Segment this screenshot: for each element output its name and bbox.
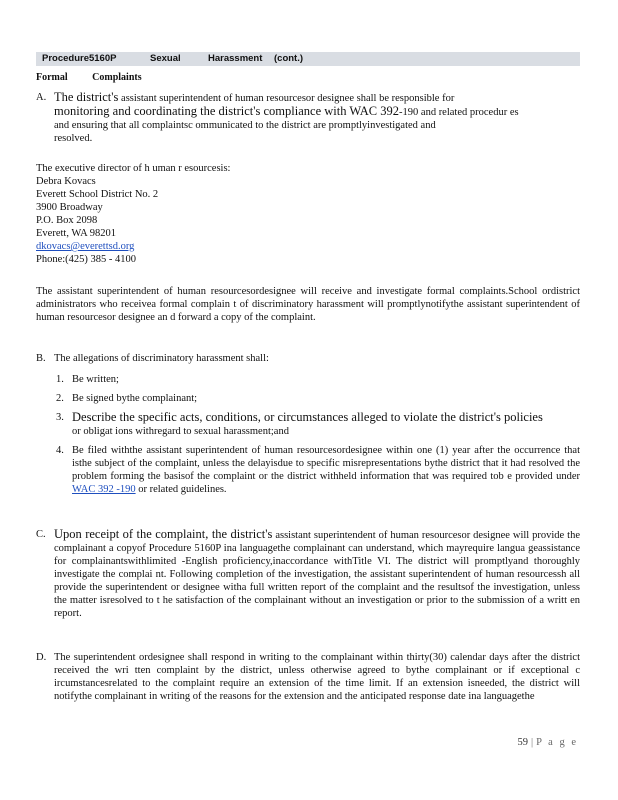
- contact-phone: Phone:(425) 385 - 4100: [36, 254, 137, 265]
- section-c: [36, 528, 580, 620]
- list-number: 2.: [56, 393, 64, 404]
- section-d-label: D.: [36, 652, 47, 663]
- section-c-text: assistant superintendent of human resourcesor designee will provide the complainant a copyof Procedure 5160P ina languagethe complainant can understand, which mayrequire langua geassistance for complainantswithlimited -English proficiency,inaccordance withTitle VI. The district will promptlyand thoroughly investigate the complai nt. Following completion of the investigation, the assistant superintendent of human resourcessh all provide the superintendent or designee witha full written report of the complaint and the resultsof the investigation, unless the matter isresolved to t he satisfaction of the complainant without an investigation or prior to the submission of a writt en report.: [54, 530, 580, 619]
- section-a-line2: monitoring and coordinating the district's compliance with WAC 392: [54, 105, 400, 118]
- list-text: Be filed withthe assistant superintendent of human resourcesordesignee within one (1) year after the occurrence that isthe subject of the complaint, unless the delayisdue to specific misrepresentations bythe district that it had resolved the problem forming the basisof the complaint or the district withheld information that was required tob e provided under: [72, 445, 580, 482]
- page-footer: [517, 737, 578, 748]
- list-lead-text: Describe the specific acts, conditions, or circumstances alleged to violate the district's policies: [72, 411, 543, 424]
- contact-block: [36, 162, 230, 266]
- section-a-lead: The district's: [54, 91, 119, 104]
- section-heading: [36, 72, 164, 83]
- contact-city: Everett, WA 98201: [36, 228, 117, 239]
- list-item: [56, 373, 580, 386]
- list-number: 4.: [56, 445, 64, 456]
- section-a-line2b: -190 and related procedur es: [399, 107, 519, 118]
- list-number: 1.: [56, 374, 64, 385]
- section-d: [36, 651, 580, 703]
- heading-word-2: Complaints: [92, 72, 142, 83]
- header-topic-1: Sexual: [150, 53, 181, 64]
- section-c-lead: Upon receipt of the complaint, the district's: [54, 527, 273, 541]
- list-item: [56, 392, 580, 405]
- section-b: [36, 352, 580, 365]
- contact-org: Everett School District No. 2: [36, 189, 159, 200]
- section-a-line3: and ensuring that all complaintsc ommunicated to the district are promptlyinvestigated and: [54, 120, 436, 131]
- section-a-line1: assistant superintendent of human resourcesor designee shall be responsible for: [121, 93, 455, 104]
- section-c-label: C.: [36, 529, 46, 540]
- list-text: Be signed bythe complainant;: [72, 393, 198, 404]
- list-item: [56, 444, 580, 496]
- allegations-list: [56, 373, 580, 502]
- contact-po-box: P.O. Box 2098: [36, 215, 98, 226]
- list-tail-text: or related guidelines.: [138, 484, 227, 495]
- contact-street: 3900 Broadway: [36, 202, 103, 213]
- section-b-label: B.: [36, 353, 46, 364]
- procedure-number: Procedure5160P: [42, 53, 117, 64]
- contact-email-link[interactable]: dkovacs@everettsd.org: [36, 241, 135, 252]
- section-a-label: A.: [36, 92, 47, 103]
- procedure-header-bar: [36, 52, 580, 66]
- heading-word-1: Formal: [36, 72, 68, 83]
- section-d-text: The superintendent ordesignee shall respond in writing to the complainant within thirty(30) calendar days after the district received the wri tten complaint by the district, unless otherwise agreed to bythe complainant or if exceptional c ircumstancesrelated to the complaint require an extension of the time limit. If an extension isneeded, the district will notifythe complainant in writing of the reasons for the extension and the anticipated response date ina languagethe: [54, 652, 580, 702]
- header-topic-2: Harassment: [208, 53, 263, 64]
- footer-separator: |: [530, 737, 534, 748]
- list-item: [56, 411, 580, 438]
- section-b-intro: The allegations of discriminatory harassment shall:: [54, 353, 269, 364]
- page-number: 59: [517, 737, 528, 748]
- header-cont: (cont.): [274, 53, 304, 64]
- list-number: 3.: [56, 412, 64, 423]
- list-text: or obligat ions withregard to sexual harassment;and: [72, 426, 289, 437]
- paragraph-intake: The assistant superintendent of human resourcesordesignee will receive and investigate formal complaints.School ordistrict administrators who receivea formal complain t of discriminatory harassment will promptlynotifythe assistant superintendent of human resourcesor designee an d forward a copy of the complaint.: [36, 286, 580, 323]
- contact-intro: The executive director of h uman r esourcesis:: [36, 163, 231, 174]
- section-a-line4: resolved.: [54, 133, 93, 144]
- wac-link[interactable]: WAC 392 -190: [72, 484, 136, 495]
- page-word: P a g e: [536, 737, 578, 748]
- contact-name: Debra Kovacs: [36, 176, 96, 187]
- section-a: [36, 91, 580, 145]
- list-text: Be written;: [72, 374, 119, 385]
